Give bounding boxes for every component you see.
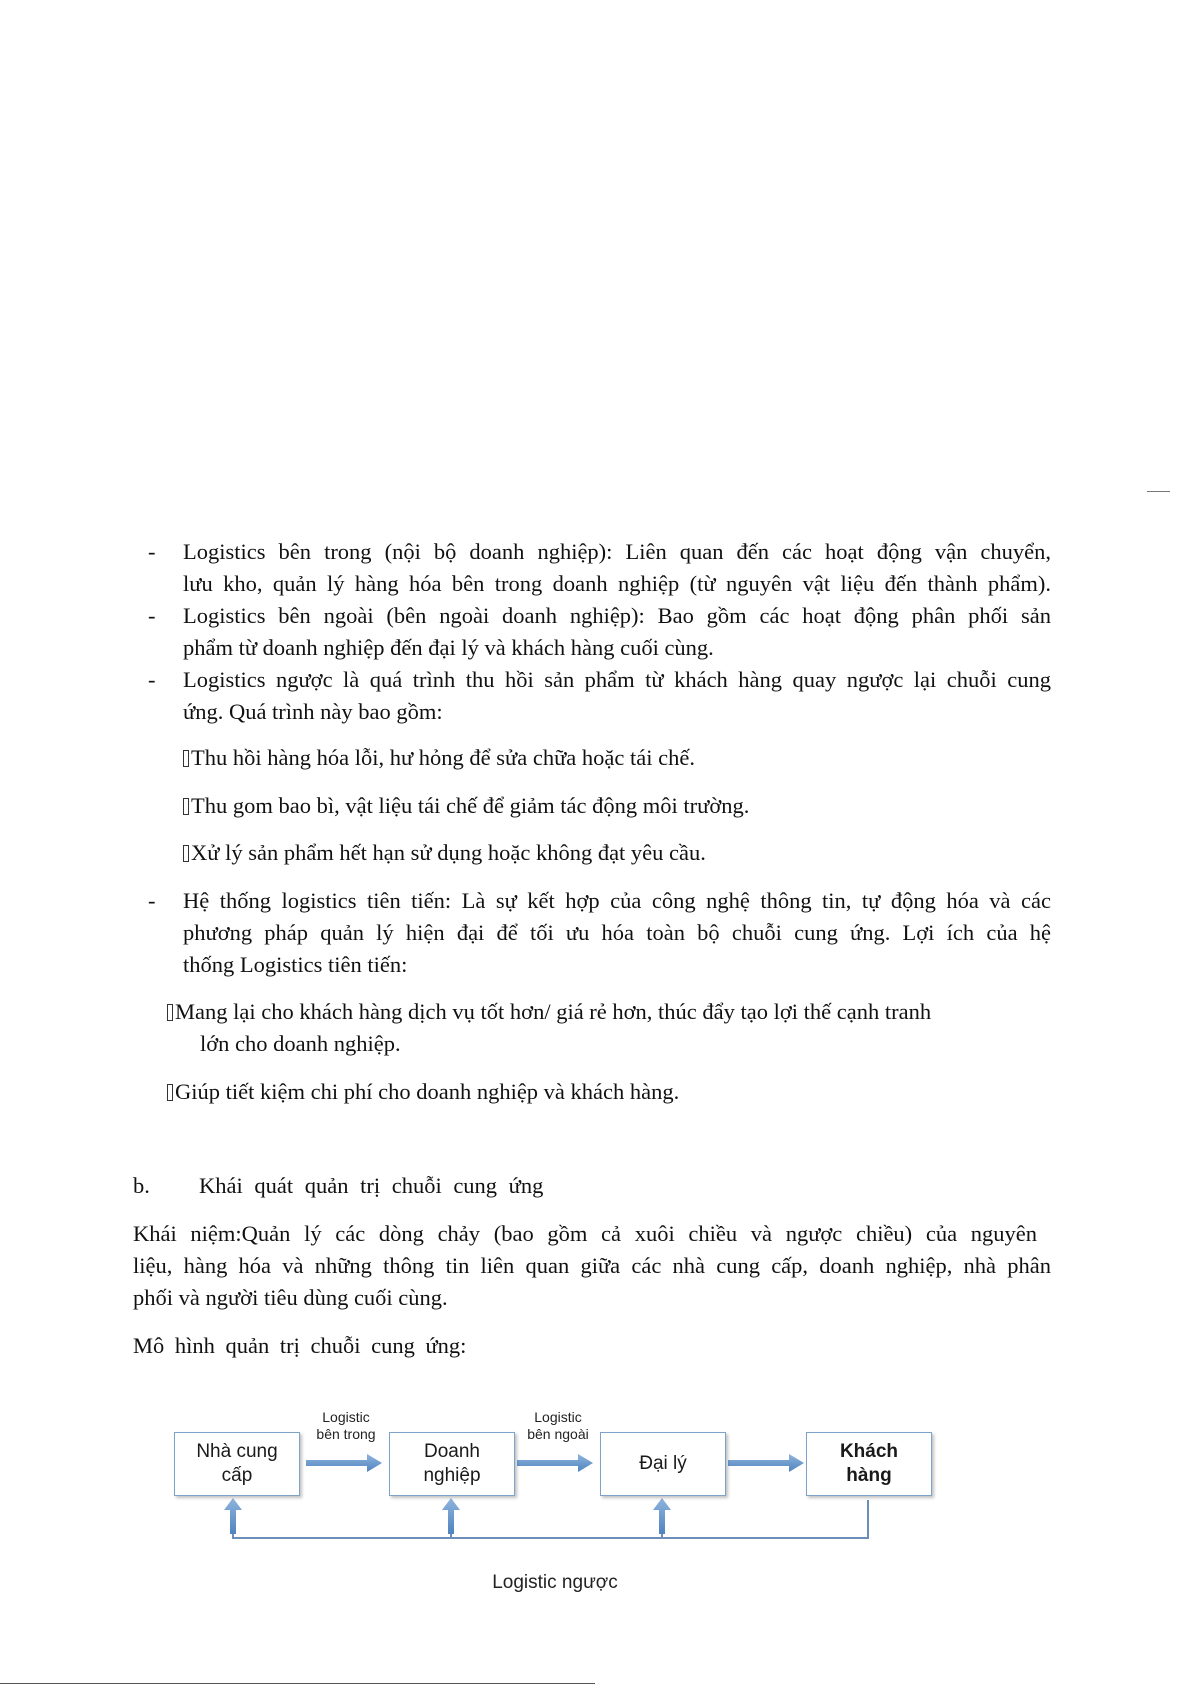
- arrow-label-line: Logistic: [534, 1409, 582, 1425]
- box-supplier: [174, 1432, 300, 1496]
- box-customer: [806, 1432, 932, 1496]
- box-label-line: nghiệp: [423, 1465, 481, 1486]
- section-title: Khái quát quản trị chuỗi cung ứng: [199, 1173, 544, 1198]
- arrow-label-internal: [310, 1409, 382, 1443]
- bullet-dash: -: [148, 667, 156, 692]
- reverse-flow-line: [233, 1500, 868, 1538]
- reverse-item-text: Xử lý sản phẩm hết hạn sử dụng hoặc không đạt yêu cầu.: [191, 840, 706, 865]
- missing-glyph-box-icon: [183, 798, 189, 815]
- text-line: liệu, hàng hóa và những thông tin liên quan giữa các nhà cung cấp, doanh nghiệp, nhà phân: [133, 1253, 1051, 1278]
- margin-dash-mark: [1147, 491, 1170, 492]
- text-line: phối và người tiêu dùng cuối cùng.: [133, 1285, 448, 1310]
- text-line: Logistics bên trong (nội bộ doanh nghiệp): Liên quan đến các hoạt động vận chuyển,: [183, 539, 1051, 564]
- arrow-label-line: Logistic: [322, 1409, 370, 1425]
- reverse-item: [183, 837, 706, 869]
- arrow-up-icon: [442, 1498, 460, 1534]
- concept-paragraph: [133, 1218, 1037, 1250]
- bullet-external-logistics: [183, 600, 1051, 632]
- box-agent: [600, 1432, 726, 1496]
- missing-glyph-box-icon: [183, 845, 189, 862]
- bullet-advanced-logistics-cont: [183, 917, 1051, 949]
- reverse-item-text: Thu hồi hàng hóa lỗi, hư hỏng để sửa chữa hoặc tái chế.: [191, 745, 695, 770]
- box-enterprise: [389, 1432, 515, 1496]
- footnote-rule: [0, 1683, 595, 1684]
- text-line: Logistics bên ngoài (bên ngoài doanh nghiệp): Bao gồm các hoạt động phân phối sản: [183, 603, 1051, 628]
- missing-glyph-box-icon: [183, 750, 189, 767]
- bullet-internal-logistics: [183, 536, 1051, 568]
- bullet-dash: -: [148, 603, 156, 628]
- arrow-label-line: bên ngoài: [527, 1426, 589, 1442]
- arrow-up-icon: [653, 1498, 671, 1534]
- text-line: Logistics ngược là quá trình thu hồi sản phẩm từ khách hàng quay ngược lại chuỗi cung: [183, 667, 1051, 692]
- box-label-line: hàng: [846, 1465, 892, 1486]
- bullet-dash: -: [148, 888, 156, 913]
- arrow-right-icon: [517, 1454, 593, 1472]
- reverse-logistics-label: Logistic ngược: [492, 1572, 618, 1593]
- benefit-text-cont: lớn cho doanh nghiệp.: [200, 1031, 401, 1056]
- text-line: lưu kho, quản lý hàng hóa bên trong doanh nghiệp (từ nguyên vật liệu đến thành phẩm).: [183, 571, 1051, 596]
- reverse-item-text: Thu gom bao bì, vật liệu tái chế để giảm tác động môi trường.: [191, 793, 750, 818]
- bullet-advanced-logistics: [183, 885, 1051, 917]
- text-line: ứng. Quá trình này bao gồm:: [183, 699, 443, 724]
- concept-paragraph-cont: [133, 1250, 1051, 1282]
- box-label-line: Khách: [839, 1441, 899, 1462]
- text-line: phương pháp quản lý hiện đại để tối ưu hóa toàn bộ chuỗi cung ứng. Lợi ích của hệ: [183, 920, 1051, 945]
- benefit-text: Mang lại cho khách hàng dịch vụ tốt hơn/ giá rẻ hơn, thúc đẩy tạo lợi thế cạnh tranh: [175, 999, 932, 1024]
- bullet-internal-logistics-cont: [183, 568, 1051, 600]
- arrow-right-icon: [306, 1454, 382, 1472]
- benefit-text: Giúp tiết kiệm chi phí cho doanh nghiệp và khách hàng.: [175, 1079, 680, 1104]
- box-label-line: Nhà cung: [196, 1441, 278, 1462]
- arrow-up-icon: [224, 1498, 242, 1534]
- benefit-item: [167, 1076, 679, 1108]
- arrow-label-external: [518, 1409, 598, 1443]
- box-label-line: cấp: [221, 1465, 253, 1486]
- text-line: Hệ thống logistics tiên tiến: Là sự kết hợp của công nghệ thông tin, tự động hóa và các: [183, 888, 1051, 913]
- benefit-item: [167, 996, 931, 1028]
- text-line: thống Logistics tiên tiến:: [183, 952, 408, 977]
- model-intro: Mô hình quản trị chuỗi cung ứng:: [133, 1333, 467, 1358]
- text-line: phẩm từ doanh nghiệp đến đại lý và khách hàng cuối cùng.: [183, 635, 714, 660]
- supply-chain-diagram: [160, 1400, 960, 1610]
- missing-glyph-box-icon: [167, 1084, 173, 1101]
- bullet-dash: -: [148, 539, 156, 564]
- section-heading: [133, 1170, 543, 1202]
- arrow-label-line: bên trong: [316, 1426, 376, 1442]
- box-label-line: Doanh: [424, 1441, 480, 1462]
- reverse-item: [183, 790, 749, 822]
- arrow-right-icon: [728, 1454, 804, 1472]
- bullet-reverse-logistics: [183, 664, 1051, 696]
- text-line: Khái niệm:Quản lý các dòng chảy (bao gồm cả xuôi chiều và ngược chiều) của nguyên: [133, 1221, 1037, 1246]
- missing-glyph-box-icon: [167, 1004, 173, 1021]
- section-number: b.: [133, 1173, 150, 1198]
- reverse-item: [183, 742, 695, 774]
- box-label-line: Đại lý: [639, 1453, 687, 1474]
